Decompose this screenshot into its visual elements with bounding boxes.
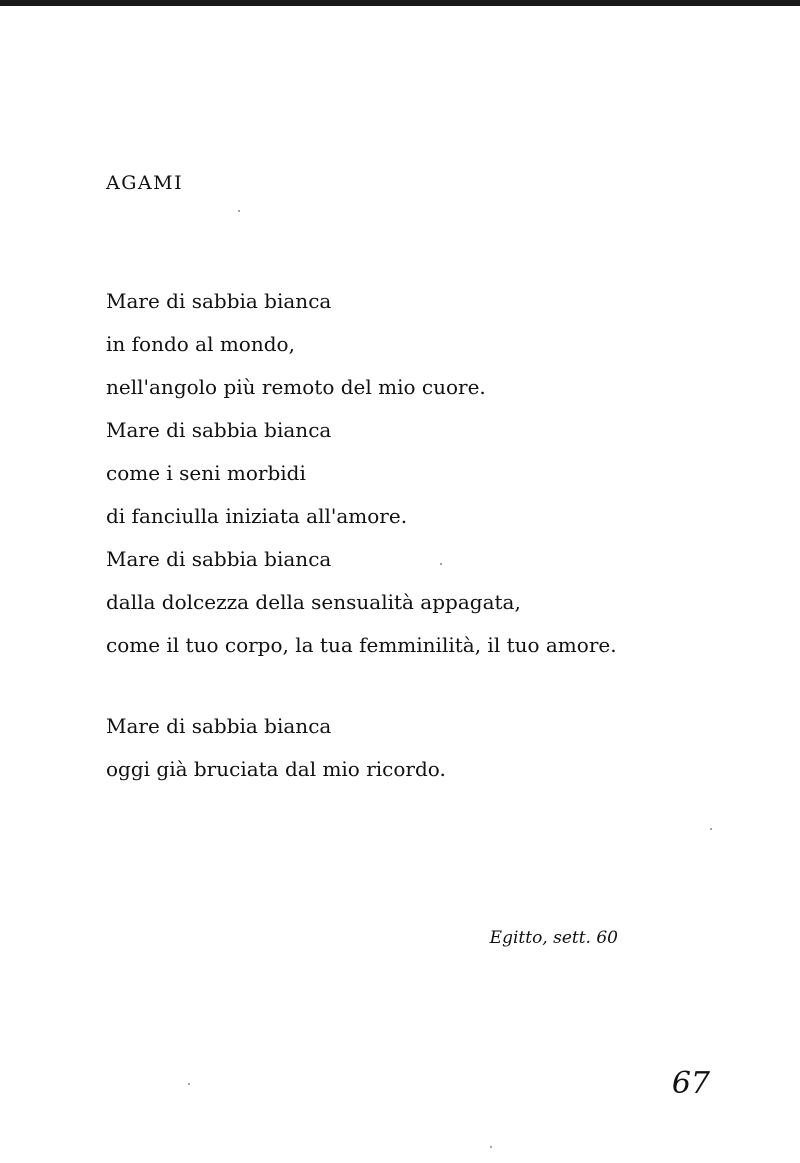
verse-line: di fanciulla iniziata all'amore. bbox=[106, 504, 408, 528]
verse-line: Mare di sabbia bianca bbox=[106, 547, 332, 571]
verse-line: oggi già bruciata dal mio ricordo. bbox=[106, 757, 446, 781]
scan-speck bbox=[710, 828, 712, 830]
scan-speck bbox=[490, 1146, 492, 1148]
verse-line: Mare di sabbia bianca bbox=[106, 289, 332, 313]
verse-line: nell'angolo più remoto del mio cuore. bbox=[106, 375, 486, 399]
poem-title: AGAMI bbox=[106, 172, 184, 194]
verse-line: dalla dolcezza della sensualità appagata, bbox=[106, 590, 521, 614]
verse-line: come il tuo corpo, la tua femminilità, il tuo amore. bbox=[106, 633, 617, 657]
verse-line: in fondo al mondo, bbox=[106, 332, 295, 356]
poem-dateline: Egitto, sett. 60 bbox=[489, 928, 618, 948]
scan-speck bbox=[188, 1083, 190, 1085]
verse-line: Mare di sabbia bianca bbox=[106, 714, 332, 738]
scan-speck bbox=[440, 563, 442, 565]
scan-speck bbox=[238, 210, 240, 212]
verse-line: Mare di sabbia bianca bbox=[106, 418, 332, 442]
stanza-2 bbox=[106, 705, 446, 791]
stanza-1 bbox=[106, 280, 617, 667]
verse-line: come i seni morbidi bbox=[106, 461, 306, 485]
page-number: 67 bbox=[671, 1066, 710, 1101]
